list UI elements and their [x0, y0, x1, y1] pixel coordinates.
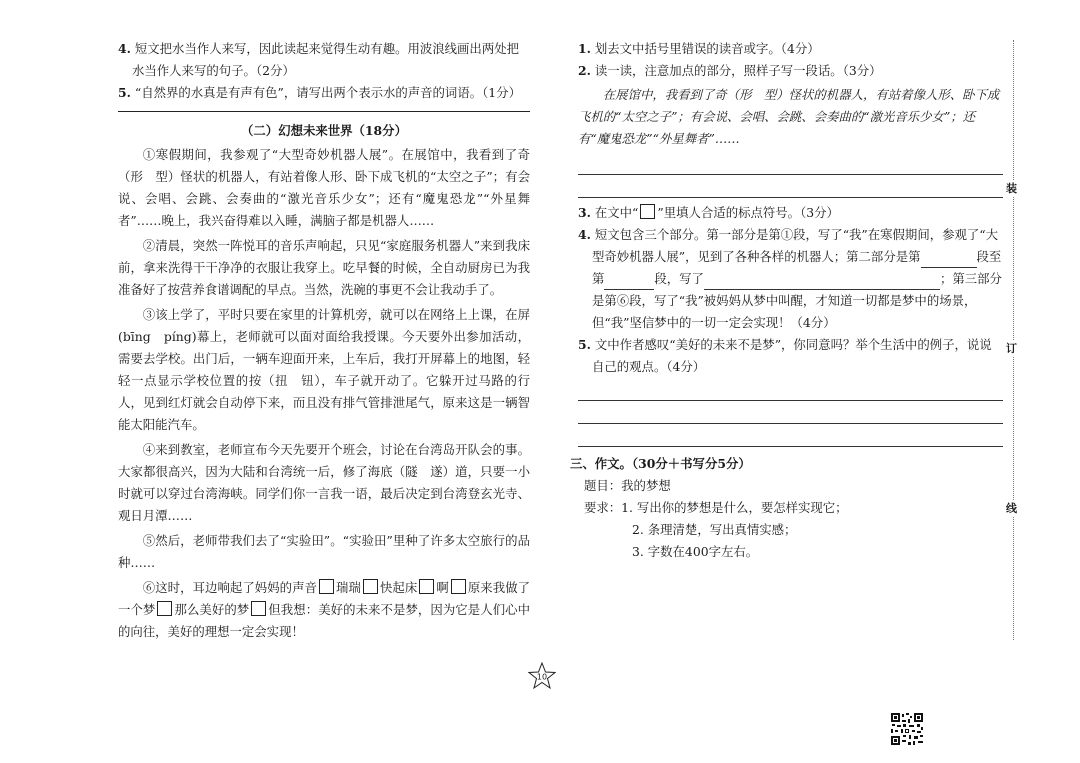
punctuation-box-icon — [640, 204, 655, 219]
blank-field[interactable] — [604, 289, 654, 290]
requirements-label: 要求： — [584, 500, 622, 515]
answer-line[interactable] — [118, 110, 530, 112]
essay-topic: 题目：我的梦想 — [584, 478, 671, 493]
answer-line[interactable] — [578, 401, 1003, 424]
requirement-1: 1. 写出你的梦想是什么，要怎样实现它； — [621, 500, 848, 515]
question-5-right — [578, 334, 1003, 378]
question-number: 4. — [578, 227, 591, 242]
answer-line[interactable] — [578, 175, 1003, 198]
question-text: ”里填人合适的标点符号。（3分） — [657, 205, 839, 220]
question-4-left — [118, 38, 530, 82]
question-text: 读一读，注意加点的部分，照样子写一段话。（3分） — [594, 63, 882, 78]
star-icon — [528, 662, 556, 690]
qr-code-icon — [890, 712, 924, 746]
page-number: 10 — [536, 672, 548, 682]
binding-char: 线 — [1006, 502, 1017, 515]
question-text: “自然界的水真是有声有色”，请写出两个表示水的声音的词语。（1分） — [134, 85, 521, 100]
sentence: 那么美好的梦 — [174, 602, 250, 617]
question-text: 段至第 — [592, 249, 1002, 286]
essay-heading: 三、作文。（30分＋书写分5分） — [570, 456, 751, 471]
blank-field[interactable] — [921, 267, 977, 268]
punctuation-box[interactable] — [451, 579, 466, 594]
blank-field[interactable] — [704, 289, 940, 290]
passage-paragraph-6 — [118, 577, 530, 643]
question-1-right — [578, 38, 1003, 60]
passage-paragraph-1: ①寒假期间，我参观了“大型奇妙机器人展”。在展馆中，我看到了奇（形 型）怪状的机器人，有站着像人形、卧下成飞机的“太空之子”；有会说、会唱、会跳、会奏曲的“激光音乐少女”；还有“魔鬼恐龙”“外星舞者”……晚上，我兴奋得难以入睡，满脑子都是机器人…… — [118, 147, 530, 228]
question-number: 4. — [118, 41, 131, 56]
passage-paragraph-5: ⑤然后，老师带我们去了“实验田”。“实验田”里种了许多太空旅行的品种…… — [118, 533, 530, 570]
binding-char: 装 — [1006, 182, 1017, 195]
left-column — [118, 38, 530, 646]
section-title: （二）幻想未来世界（18分） — [241, 123, 407, 138]
question-text: 文中作者感叹“美好的未来不是梦”，你同意吗？举个生活中的例子，说说自己的观点。（4分） — [592, 337, 992, 374]
question-number: 5. — [118, 85, 131, 100]
sentence: 瑞瑞 — [335, 580, 361, 595]
sentence: 但我想：美好的未来不是梦，因为它是人们心中的向往，美好的理想一定会实现！ — [118, 602, 531, 639]
question-2-right — [578, 60, 1003, 82]
question-number: 2. — [578, 63, 591, 78]
essay-section — [570, 453, 1003, 563]
answer-line[interactable] — [578, 378, 1003, 401]
punctuation-box[interactable] — [251, 601, 266, 616]
question-text: 在文中“ — [594, 205, 639, 220]
essay-requirements — [570, 497, 1003, 519]
passage-paragraph-4: ④来到教室，老师宣布今天先要开个班会，讨论在台湾岛开队会的事。大家都很高兴，因为大陆和台湾统一后，修了海底（隧 遂）道，只要一小时就可以穿过台湾海峡。同学们你一言我一语，最后决定到台湾登玄光寺、观日月潭…… — [118, 442, 530, 523]
sentence: 快起床 — [379, 580, 418, 595]
requirement-2: 2. 条理清楚，写出真情实感； — [632, 522, 797, 537]
question-4-right — [578, 224, 1003, 334]
question-number: 5. — [578, 337, 591, 352]
right-column — [570, 38, 1003, 563]
question-text: 短文包含三个部分。第一部分是第①段，写了“我”在寒假期间，参观了“大型奇妙机器人展”，见到了各种各样的机器人；第二部分是第 — [592, 227, 999, 264]
example-quote: 在展馆中，我看到了奇（形 型）怪状的机器人，有站着像人形、卧下成飞机的“太空之子”；有会说、会唱、会跳、会奏曲的“激光音乐少女”；还有“魔鬼恐龙”“外星舞者”…… — [578, 87, 1000, 146]
question-text: 划去文中括号里错误的读音或字。（4分） — [594, 41, 820, 56]
question-5-left — [118, 82, 530, 104]
answer-line[interactable] — [578, 152, 1003, 175]
sentence: 原来我做了一个梦 — [118, 580, 531, 617]
requirement-3: 3. 字数在400字左右。 — [632, 544, 759, 559]
sentence: ⑥这时，耳边响起了妈妈的声音 — [142, 580, 317, 595]
question-3-right — [578, 202, 1003, 224]
passage-paragraph-2: ②清晨，突然一阵悦耳的音乐声响起，只见“家庭服务机器人”来到我床前，拿来洗得干干净净的衣服让我穿上。吃早餐的时候，全自动厨房已为我准备好了按营养食谱调配的早点。当然，洗碗的事更不会让我动手了。 — [118, 238, 530, 297]
question-text: 短文把水当作人来写，因此读起来觉得生动有趣。用波浪线画出两处把水当作人来写的句子。（2分） — [132, 41, 519, 78]
answer-line[interactable] — [578, 424, 1003, 447]
sentence: 啊 — [436, 580, 449, 595]
binding-char: 订 — [1006, 342, 1017, 355]
passage-paragraph-3: ③该上学了，平时只要在家里的计算机旁，就可以在网络上上课，在屏(bīng píng)幕上，老师就可以面对面给我授课。今天要外出参加活动，需要去学校。出门后，一辆车迎面开来，上车后，我打开屏幕上的地图，轻轻一点显示学校位置的按（扭 钮），车子就开动了。它躲开过马路的行人，见到红灯就会自动停下来，而且没有排气管排泄尾气，原来这是一辆智能太阳能汽车。 — [118, 307, 530, 432]
question-number: 3. — [578, 205, 591, 220]
page-number-badge — [528, 662, 556, 690]
question-text: 段，写了 — [654, 271, 704, 286]
punctuation-box[interactable] — [363, 579, 378, 594]
punctuation-box[interactable] — [319, 579, 334, 594]
punctuation-box[interactable] — [419, 579, 434, 594]
question-text: ；第三部分是第⑥段，写了“我”被妈妈从梦中叫醒，才知道一切都是梦中的场景，但“我”坚信梦中的一切一定会实现！（4分） — [592, 271, 1002, 330]
punctuation-box[interactable] — [157, 601, 172, 616]
question-number: 1. — [578, 41, 591, 56]
